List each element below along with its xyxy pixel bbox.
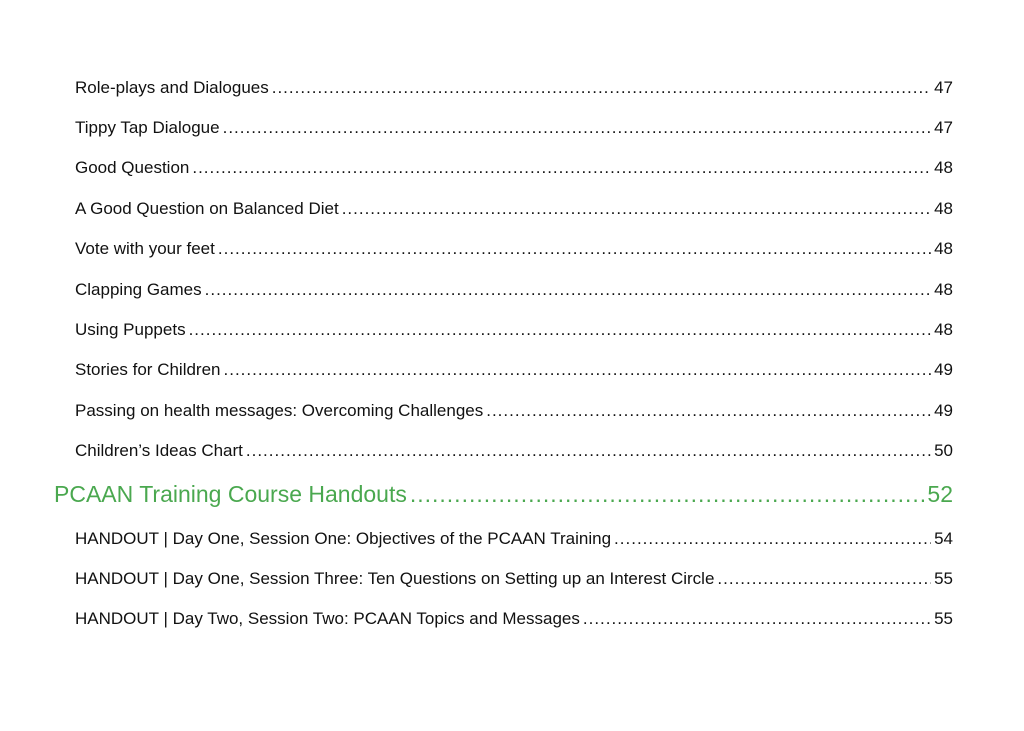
toc-handout-entry[interactable] <box>75 527 953 551</box>
toc-entry[interactable] <box>75 156 953 180</box>
toc-entry-page: 49 <box>934 360 953 379</box>
toc-entry-page: 49 <box>934 401 953 420</box>
dot-leader <box>246 439 931 463</box>
toc-entry[interactable] <box>75 318 953 342</box>
dot-leader <box>223 116 931 140</box>
toc-entry[interactable] <box>75 278 953 302</box>
dot-leader <box>189 318 932 342</box>
toc-entry-page: 55 <box>934 569 953 588</box>
dot-leader <box>192 156 931 180</box>
toc-entry-title: Tippy Tap Dialogue <box>75 118 220 137</box>
toc-entry-title: Stories for Children <box>75 360 221 379</box>
toc-entry[interactable] <box>75 399 953 423</box>
dot-leader <box>410 478 925 510</box>
toc-entry-title: Role-plays and Dialogues <box>75 78 269 97</box>
toc-entry-page: 48 <box>934 199 953 218</box>
dot-leader <box>583 607 931 631</box>
dot-leader <box>218 237 931 261</box>
toc-entry-title: HANDOUT | Day Two, Session Two: PCAAN Topics and Messages <box>75 609 580 628</box>
toc-entry-page: 47 <box>934 78 953 97</box>
dot-leader <box>614 527 931 551</box>
toc-entry-page: 55 <box>934 609 953 628</box>
dot-leader <box>272 76 931 100</box>
toc-section-heading[interactable] <box>54 478 953 510</box>
toc-entry-title: Children’s Ideas Chart <box>75 441 243 460</box>
dot-leader <box>486 399 931 423</box>
toc-entry-page: 48 <box>934 158 953 177</box>
toc-entry-page: 48 <box>934 320 953 339</box>
toc-section-page: 52 <box>927 481 953 507</box>
toc-handout-entry[interactable] <box>75 607 953 631</box>
toc-entry[interactable] <box>75 116 953 140</box>
dot-leader <box>205 278 931 302</box>
dot-leader <box>717 567 931 591</box>
dot-leader <box>342 197 931 221</box>
dot-leader <box>224 358 932 382</box>
toc-entry-title: Using Puppets <box>75 320 186 339</box>
toc-entry-title: Good Question <box>75 158 190 177</box>
toc-entry-title: HANDOUT | Day One, Session Three: Ten Questions on Setting up an Interest Circle <box>75 569 715 588</box>
toc-entry-page: 50 <box>934 441 953 460</box>
toc-entry-title: Clapping Games <box>75 280 202 299</box>
toc-entry[interactable] <box>75 358 953 382</box>
toc-entry-page: 47 <box>934 118 953 137</box>
toc-entry-page: 54 <box>934 529 953 548</box>
toc-section-title: PCAAN Training Course Handouts <box>54 481 407 507</box>
toc-entry[interactable] <box>75 76 953 100</box>
toc-entry-title: Vote with your feet <box>75 239 215 258</box>
toc-entry-title: Passing on health messages: Overcoming Challenges <box>75 401 484 420</box>
toc-entry-title: A Good Question on Balanced Diet <box>75 199 339 218</box>
toc-entry-page: 48 <box>934 239 953 258</box>
toc-entry[interactable] <box>75 237 953 261</box>
toc-entry[interactable] <box>75 197 953 221</box>
toc-entry[interactable] <box>75 439 953 463</box>
toc-entry-title: HANDOUT | Day One, Session One: Objectives of the PCAAN Training <box>75 529 612 548</box>
toc-entry-page: 48 <box>934 280 953 299</box>
toc-handout-entry[interactable] <box>75 567 953 591</box>
